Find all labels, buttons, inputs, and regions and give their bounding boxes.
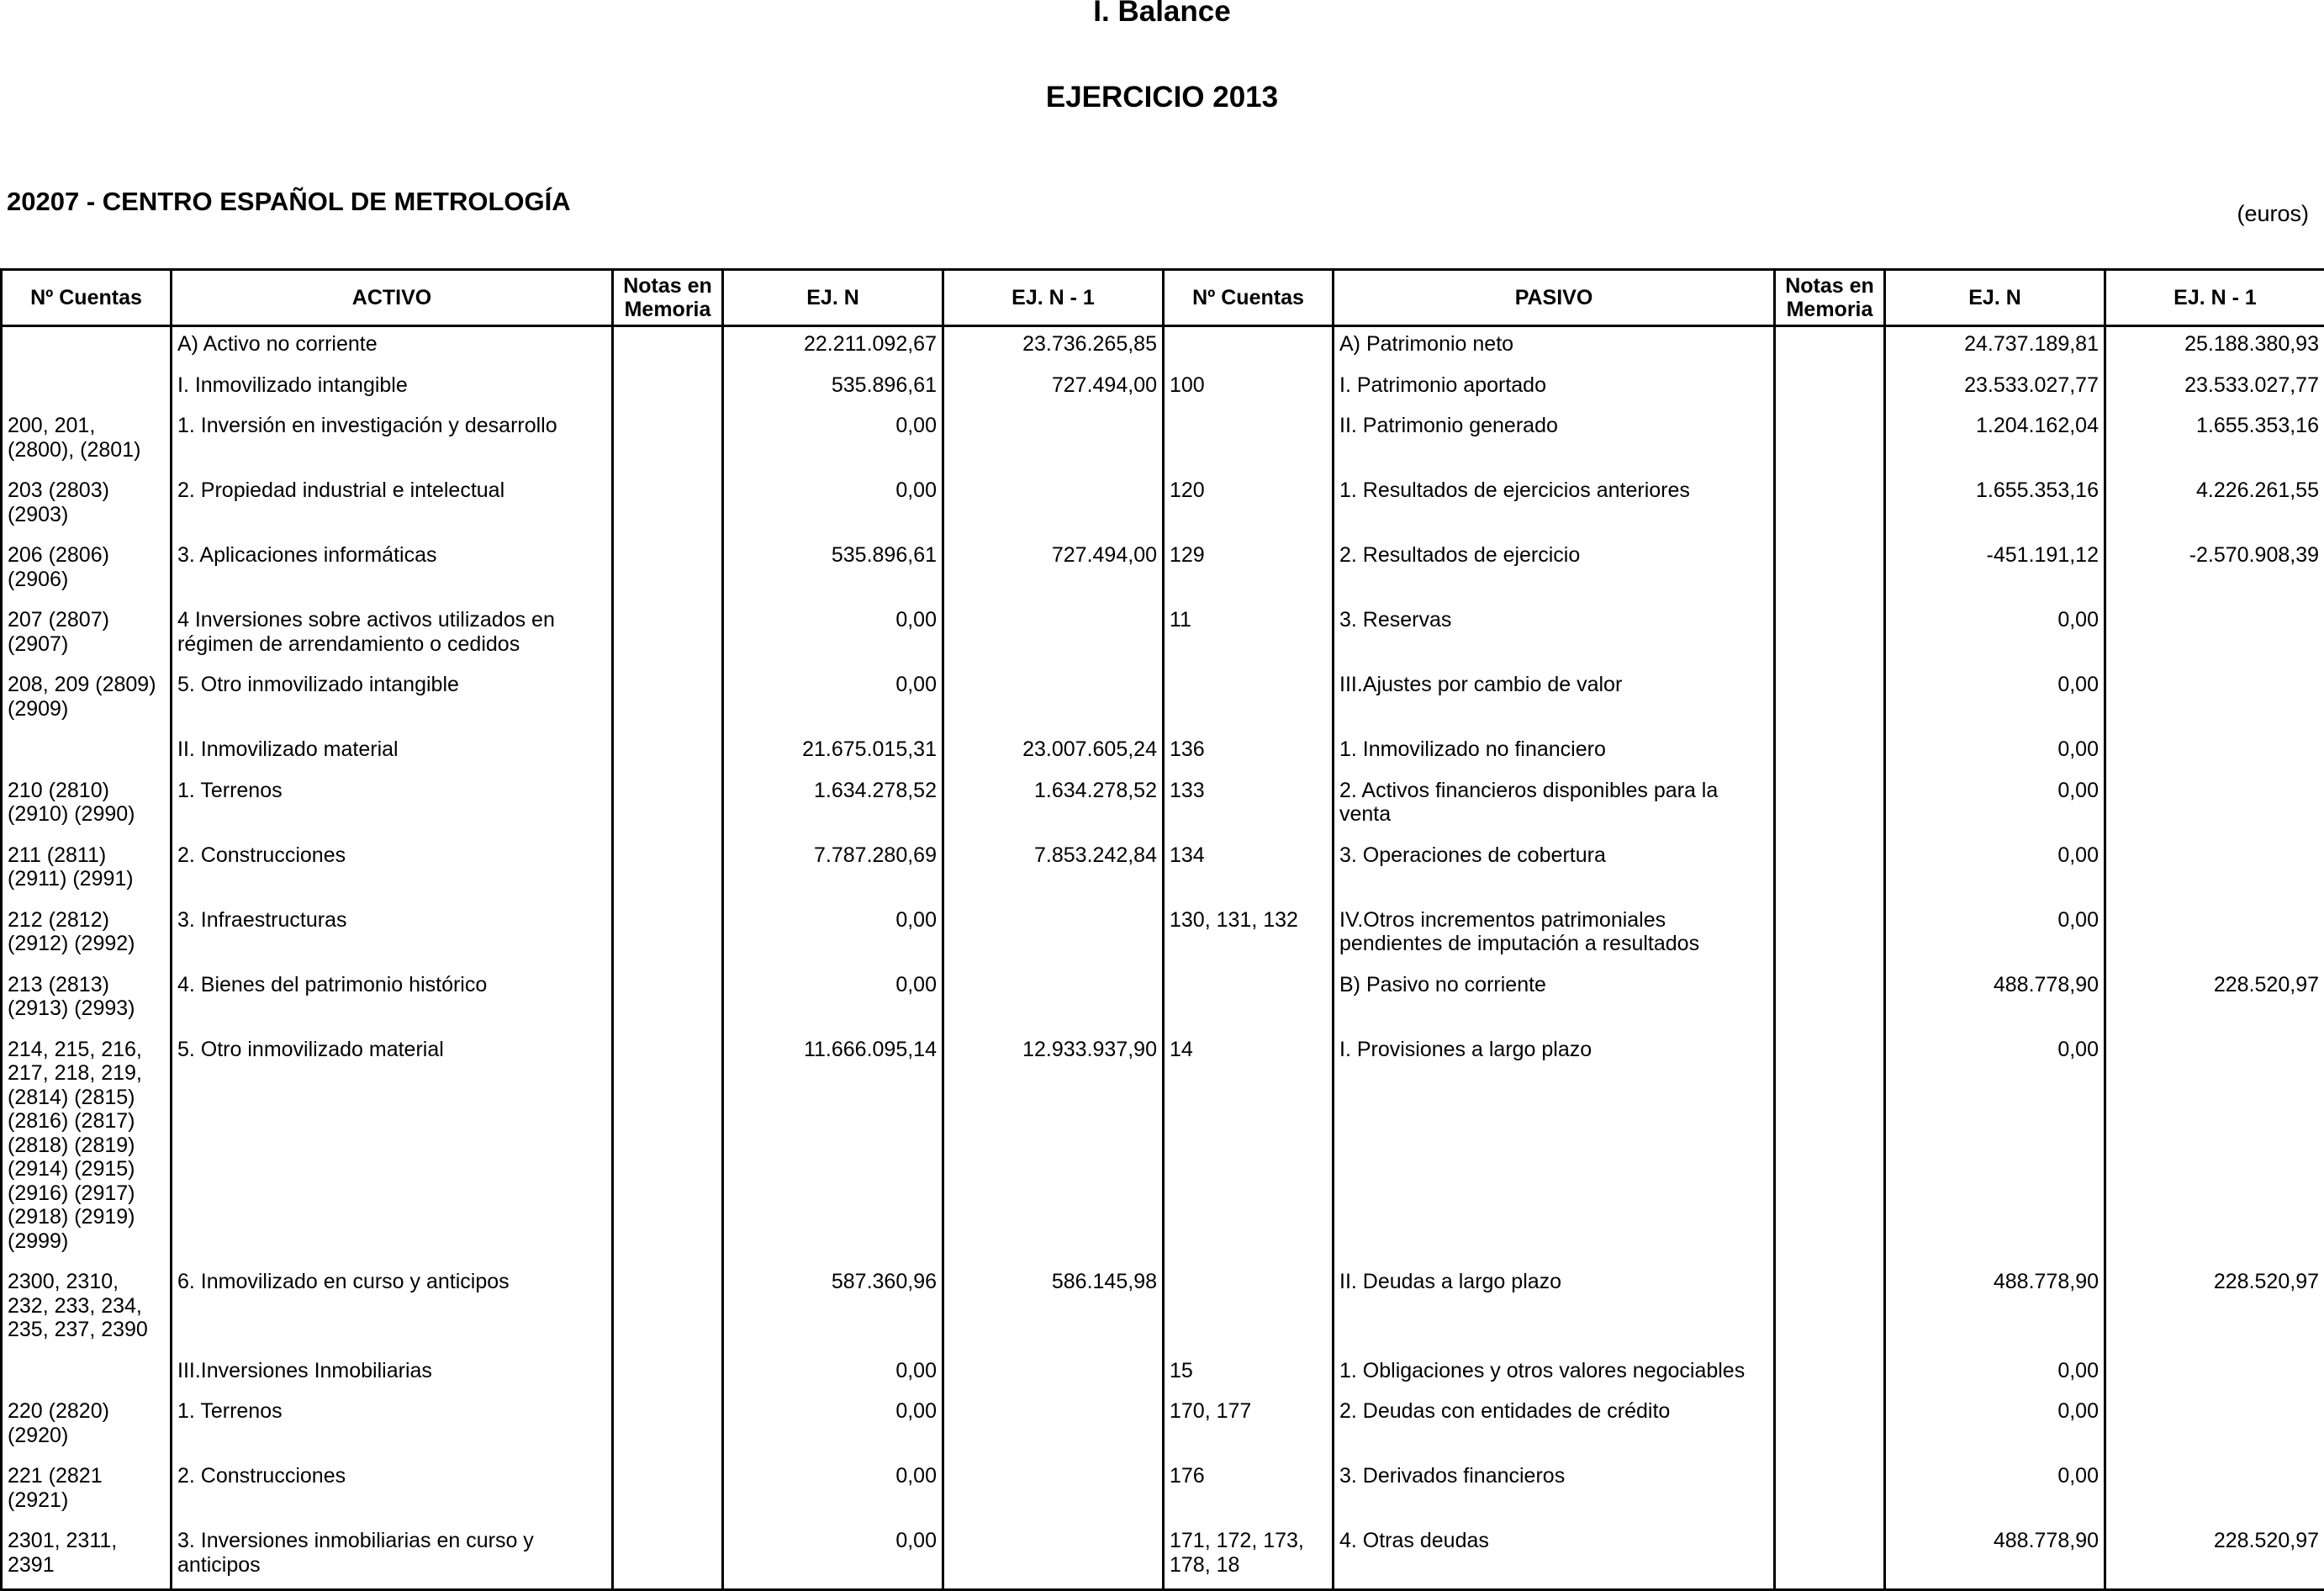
ej-n-activo: 0,00	[723, 1459, 943, 1524]
notas-activo	[613, 538, 723, 603]
table-row	[2, 1354, 2324, 1395]
ej-n1-pasivo: 1.655.353,16	[2105, 409, 2324, 473]
col-header-ej-n-pasivo: EJ. N	[1885, 270, 2105, 326]
ej-n1-activo: 12.933.937,90	[943, 1033, 1164, 1266]
account-codes-pasivo: 130, 131, 132	[1164, 903, 1334, 968]
ej-n-activo: 0,00	[723, 409, 943, 473]
ej-n-activo: 0,00	[723, 603, 943, 668]
account-codes-pasivo	[1164, 326, 1334, 368]
activo-label: 1. Inversión en investigación y desarrollo	[172, 409, 613, 473]
ej-n-pasivo: 0,00	[1885, 1354, 2105, 1395]
notas-pasivo	[1775, 326, 1885, 368]
notas-pasivo	[1775, 668, 1885, 732]
ej-n1-pasivo	[2105, 1033, 2324, 1266]
account-codes-pasivo: 176	[1164, 1459, 1334, 1524]
ej-n1-pasivo	[2105, 732, 2324, 774]
col-header-pasivo: PASIVO	[1334, 270, 1775, 326]
ej-n-activo: 0,00	[723, 1354, 943, 1395]
ej-n1-pasivo: 228.520,97	[2105, 1524, 2324, 1590]
activo-label: 2. Construcciones	[172, 838, 613, 903]
pasivo-label: 2. Resultados de ejercicio	[1334, 538, 1775, 603]
account-codes-activo: 206 (2806) (2906)	[2, 538, 172, 603]
pasivo-label: III.Ajustes por cambio de valor	[1334, 668, 1775, 732]
table-row	[2, 838, 2324, 903]
account-codes-pasivo	[1164, 409, 1334, 473]
table-row	[2, 1524, 2324, 1590]
pasivo-label: 2. Activos financieros disponibles para la venta	[1334, 774, 1775, 838]
pasivo-label: IV.Otros incrementos patrimoniales pendientes de imputación a resultados	[1334, 903, 1775, 968]
notas-pasivo	[1775, 409, 1885, 473]
notas-activo	[613, 1394, 723, 1459]
notas-pasivo	[1775, 1265, 1885, 1354]
ej-n-activo: 535.896,61	[723, 368, 943, 410]
account-codes-activo: 2300, 2310, 232, 233, 234, 235, 237, 2390	[2, 1265, 172, 1354]
ej-n-activo: 0,00	[723, 968, 943, 1033]
account-codes-pasivo: 14	[1164, 1033, 1334, 1266]
activo-label: 1. Terrenos	[172, 774, 613, 838]
ej-n1-activo	[943, 603, 1164, 668]
ej-n1-pasivo	[2105, 1394, 2324, 1459]
notas-activo	[613, 1354, 723, 1395]
ej-n-activo: 0,00	[723, 1524, 943, 1590]
ej-n1-pasivo	[2105, 1354, 2324, 1395]
notas-pasivo	[1775, 1033, 1885, 1266]
account-codes-activo	[2, 326, 172, 368]
col-header-cuentas-pasivo: Nº Cuentas	[1164, 270, 1334, 326]
ej-n-pasivo: 0,00	[1885, 774, 2105, 838]
ej-n1-pasivo: 4.226.261,55	[2105, 473, 2324, 538]
col-header-activo: ACTIVO	[172, 270, 613, 326]
col-header-ej-n1-pasivo: EJ. N - 1	[2105, 270, 2324, 326]
activo-label: I. Inmovilizado intangible	[172, 368, 613, 410]
ej-n1-pasivo: 228.520,97	[2105, 1265, 2324, 1354]
pasivo-label: 3. Reservas	[1334, 603, 1775, 668]
account-codes-pasivo: 134	[1164, 838, 1334, 903]
ej-n-activo: 1.634.278,52	[723, 774, 943, 838]
table-row	[2, 774, 2324, 838]
table-row	[2, 903, 2324, 968]
activo-label: II. Inmovilizado material	[172, 732, 613, 774]
account-codes-pasivo: 120	[1164, 473, 1334, 538]
activo-label: 2. Propiedad industrial e intelectual	[172, 473, 613, 538]
ej-n-pasivo: 488.778,90	[1885, 968, 2105, 1033]
activo-label: 4 Inversiones sobre activos utilizados en régimen de arrendamiento o cedidos	[172, 603, 613, 668]
ej-n-pasivo: 0,00	[1885, 603, 2105, 668]
ej-n-pasivo: 23.533.027,77	[1885, 368, 2105, 410]
notas-pasivo	[1775, 903, 1885, 968]
account-codes-activo: 220 (2820) (2920)	[2, 1394, 172, 1459]
pasivo-label: 1. Resultados de ejercicios anteriores	[1334, 473, 1775, 538]
table-row	[2, 1033, 2324, 1266]
notas-activo	[613, 1524, 723, 1590]
account-codes-pasivo	[1164, 1265, 1334, 1354]
notas-activo	[613, 732, 723, 774]
ej-n1-pasivo	[2105, 1459, 2324, 1524]
ej-n1-activo	[943, 903, 1164, 968]
notas-pasivo	[1775, 368, 1885, 410]
notas-activo	[613, 326, 723, 368]
account-codes-pasivo	[1164, 968, 1334, 1033]
table-row	[2, 968, 2324, 1033]
pasivo-label: II. Patrimonio generado	[1334, 409, 1775, 473]
notas-pasivo	[1775, 838, 1885, 903]
ej-n1-activo: 23.736.265,85	[943, 326, 1164, 368]
ej-n-pasivo: 0,00	[1885, 1394, 2105, 1459]
ej-n-pasivo: 1.655.353,16	[1885, 473, 2105, 538]
notas-activo	[613, 1265, 723, 1354]
ej-n1-activo	[943, 1354, 1164, 1395]
notas-activo	[613, 774, 723, 838]
col-header-notas-activo: Notas en Memoria	[613, 270, 723, 326]
account-codes-activo: 203 (2803) (2903)	[2, 473, 172, 538]
ej-n-pasivo: 488.778,90	[1885, 1524, 2105, 1590]
notas-activo	[613, 1459, 723, 1524]
notas-pasivo	[1775, 473, 1885, 538]
activo-label: A) Activo no corriente	[172, 326, 613, 368]
ej-n-activo: 0,00	[723, 1394, 943, 1459]
activo-label: 2. Construcciones	[172, 1459, 613, 1524]
pasivo-label: A) Patrimonio neto	[1334, 326, 1775, 368]
account-codes-activo: 210 (2810) (2910) (2990)	[2, 774, 172, 838]
pasivo-label: 1. Obligaciones y otros valores negociables	[1334, 1354, 1775, 1395]
table-row	[2, 732, 2324, 774]
notas-pasivo	[1775, 1459, 1885, 1524]
ej-n-pasivo: -451.191,12	[1885, 538, 2105, 603]
table-row	[2, 368, 2324, 410]
ej-n1-pasivo: -2.570.908,39	[2105, 538, 2324, 603]
ej-n1-activo	[943, 668, 1164, 732]
notas-activo	[613, 368, 723, 410]
notas-pasivo	[1775, 1354, 1885, 1395]
fiscal-year-subtitle: EJERCICIO 2013	[0, 81, 2324, 114]
notas-pasivo	[1775, 774, 1885, 838]
ej-n-activo: 535.896,61	[723, 538, 943, 603]
pasivo-label: B) Pasivo no corriente	[1334, 968, 1775, 1033]
ej-n1-pasivo: 228.520,97	[2105, 968, 2324, 1033]
ej-n-activo: 11.666.095,14	[723, 1033, 943, 1266]
ej-n-pasivo: 0,00	[1885, 668, 2105, 732]
account-codes-pasivo: 133	[1164, 774, 1334, 838]
account-codes-pasivo: 171, 172, 173, 178, 18	[1164, 1524, 1334, 1590]
ej-n1-pasivo	[2105, 903, 2324, 968]
account-codes-pasivo: 100	[1164, 368, 1334, 410]
ej-n-activo: 0,00	[723, 903, 943, 968]
pasivo-label: 2. Deudas con entidades de crédito	[1334, 1394, 1775, 1459]
pasivo-label: 3. Derivados financieros	[1334, 1459, 1775, 1524]
table-row	[2, 538, 2324, 603]
activo-label: 4. Bienes del patrimonio histórico	[172, 968, 613, 1033]
account-codes-activo: 208, 209 (2809) (2909)	[2, 668, 172, 732]
pasivo-label: 4. Otras deudas	[1334, 1524, 1775, 1590]
ej-n1-activo	[943, 1459, 1164, 1524]
ej-n-activo: 0,00	[723, 668, 943, 732]
ej-n1-activo: 727.494,00	[943, 538, 1164, 603]
ej-n1-activo	[943, 968, 1164, 1033]
currency-units: (euros)	[2237, 200, 2309, 227]
ej-n-activo: 587.360,96	[723, 1265, 943, 1354]
notas-activo	[613, 473, 723, 538]
ej-n1-activo	[943, 1394, 1164, 1459]
entity-name: 20207 - CENTRO ESPAÑOL DE METROLOGÍA	[7, 187, 571, 217]
notas-pasivo	[1775, 603, 1885, 668]
notas-pasivo	[1775, 1394, 1885, 1459]
account-codes-pasivo: 129	[1164, 538, 1334, 603]
account-codes-activo: 212 (2812) (2912) (2992)	[2, 903, 172, 968]
account-codes-activo	[2, 732, 172, 774]
table-row	[2, 603, 2324, 668]
notas-activo	[613, 603, 723, 668]
table-header-row	[2, 270, 2324, 326]
balance-sheet-table	[0, 268, 2324, 1591]
notas-pasivo	[1775, 1524, 1885, 1590]
notas-pasivo	[1775, 538, 1885, 603]
account-codes-activo: 200, 201, (2800), (2801)	[2, 409, 172, 473]
activo-label: 5. Otro inmovilizado intangible	[172, 668, 613, 732]
ej-n1-pasivo	[2105, 668, 2324, 732]
table-row	[2, 409, 2324, 473]
pasivo-label: I. Provisiones a largo plazo	[1334, 1033, 1775, 1266]
notas-activo	[613, 668, 723, 732]
ej-n1-pasivo	[2105, 838, 2324, 903]
ej-n-pasivo: 0,00	[1885, 1033, 2105, 1266]
account-codes-activo	[2, 368, 172, 410]
col-header-ej-n-activo: EJ. N	[723, 270, 943, 326]
pasivo-label: 3. Operaciones de cobertura	[1334, 838, 1775, 903]
account-codes-pasivo	[1164, 668, 1334, 732]
account-codes-pasivo: 11	[1164, 603, 1334, 668]
ej-n-pasivo: 0,00	[1885, 838, 2105, 903]
account-codes-activo: 207 (2807) (2907)	[2, 603, 172, 668]
ej-n1-pasivo	[2105, 774, 2324, 838]
account-codes-pasivo: 170, 177	[1164, 1394, 1334, 1459]
ej-n-pasivo: 488.778,90	[1885, 1265, 2105, 1354]
ej-n-pasivo: 0,00	[1885, 903, 2105, 968]
notas-activo	[613, 1033, 723, 1266]
account-codes-activo: 221 (2821 (2921)	[2, 1459, 172, 1524]
table-row	[2, 1459, 2324, 1524]
ej-n-activo: 0,00	[723, 473, 943, 538]
activo-label: III.Inversiones Inmobiliarias	[172, 1354, 613, 1395]
activo-label: 3. Aplicaciones informáticas	[172, 538, 613, 603]
pasivo-label: 1. Inmovilizado no financiero	[1334, 732, 1775, 774]
ej-n1-activo: 1.634.278,52	[943, 774, 1164, 838]
ej-n1-pasivo	[2105, 603, 2324, 668]
activo-label: 5. Otro inmovilizado material	[172, 1033, 613, 1266]
ej-n1-pasivo: 25.188.380,93	[2105, 326, 2324, 368]
table-row	[2, 1394, 2324, 1459]
activo-label: 6. Inmovilizado en curso y anticipos	[172, 1265, 613, 1354]
table-row	[2, 1265, 2324, 1354]
ej-n1-activo: 23.007.605,24	[943, 732, 1164, 774]
account-codes-activo: 2301, 2311, 2391	[2, 1524, 172, 1590]
notas-activo	[613, 409, 723, 473]
ej-n-activo: 22.211.092,67	[723, 326, 943, 368]
ej-n1-activo	[943, 1524, 1164, 1590]
ej-n1-pasivo: 23.533.027,77	[2105, 368, 2324, 410]
account-codes-pasivo: 136	[1164, 732, 1334, 774]
ej-n1-activo: 586.145,98	[943, 1265, 1164, 1354]
notas-pasivo	[1775, 968, 1885, 1033]
ej-n1-activo	[943, 409, 1164, 473]
ej-n-pasivo: 0,00	[1885, 1459, 2105, 1524]
notas-activo	[613, 838, 723, 903]
table-row	[2, 326, 2324, 368]
ej-n-activo: 21.675.015,31	[723, 732, 943, 774]
ej-n1-activo: 7.853.242,84	[943, 838, 1164, 903]
account-codes-activo	[2, 1354, 172, 1395]
ej-n-activo: 7.787.280,69	[723, 838, 943, 903]
activo-label: 3. Inversiones inmobiliarias en curso y anticipos	[172, 1524, 613, 1590]
pasivo-label: II. Deudas a largo plazo	[1334, 1265, 1775, 1354]
notas-activo	[613, 968, 723, 1033]
notas-pasivo	[1775, 732, 1885, 774]
ej-n-pasivo: 1.204.162,04	[1885, 409, 2105, 473]
pasivo-label: I. Patrimonio aportado	[1334, 368, 1775, 410]
table-row	[2, 668, 2324, 732]
ej-n-pasivo: 0,00	[1885, 732, 2105, 774]
account-codes-activo: 213 (2813) (2913) (2993)	[2, 968, 172, 1033]
ej-n-pasivo: 24.737.189,81	[1885, 326, 2105, 368]
col-header-ej-n1-activo: EJ. N - 1	[943, 270, 1164, 326]
notas-activo	[613, 903, 723, 968]
activo-label: 3. Infraestructuras	[172, 903, 613, 968]
account-codes-pasivo: 15	[1164, 1354, 1334, 1395]
account-codes-activo: 211 (2811) (2911) (2991)	[2, 838, 172, 903]
col-header-notas-pasivo: Notas en Memoria	[1775, 270, 1885, 326]
ej-n1-activo	[943, 473, 1164, 538]
activo-label: 1. Terrenos	[172, 1394, 613, 1459]
page-title: I. Balance	[0, 0, 2324, 29]
table-row	[2, 473, 2324, 538]
col-header-cuentas-activo: Nº Cuentas	[2, 270, 172, 326]
ej-n1-activo: 727.494,00	[943, 368, 1164, 410]
account-codes-activo: 214, 215, 216, 217, 218, 219, (2814) (2815) (2816) (2817) (2818) (2819) (2914) (2915) (2916) (2917) (2918) (2919) (2999)	[2, 1033, 172, 1266]
